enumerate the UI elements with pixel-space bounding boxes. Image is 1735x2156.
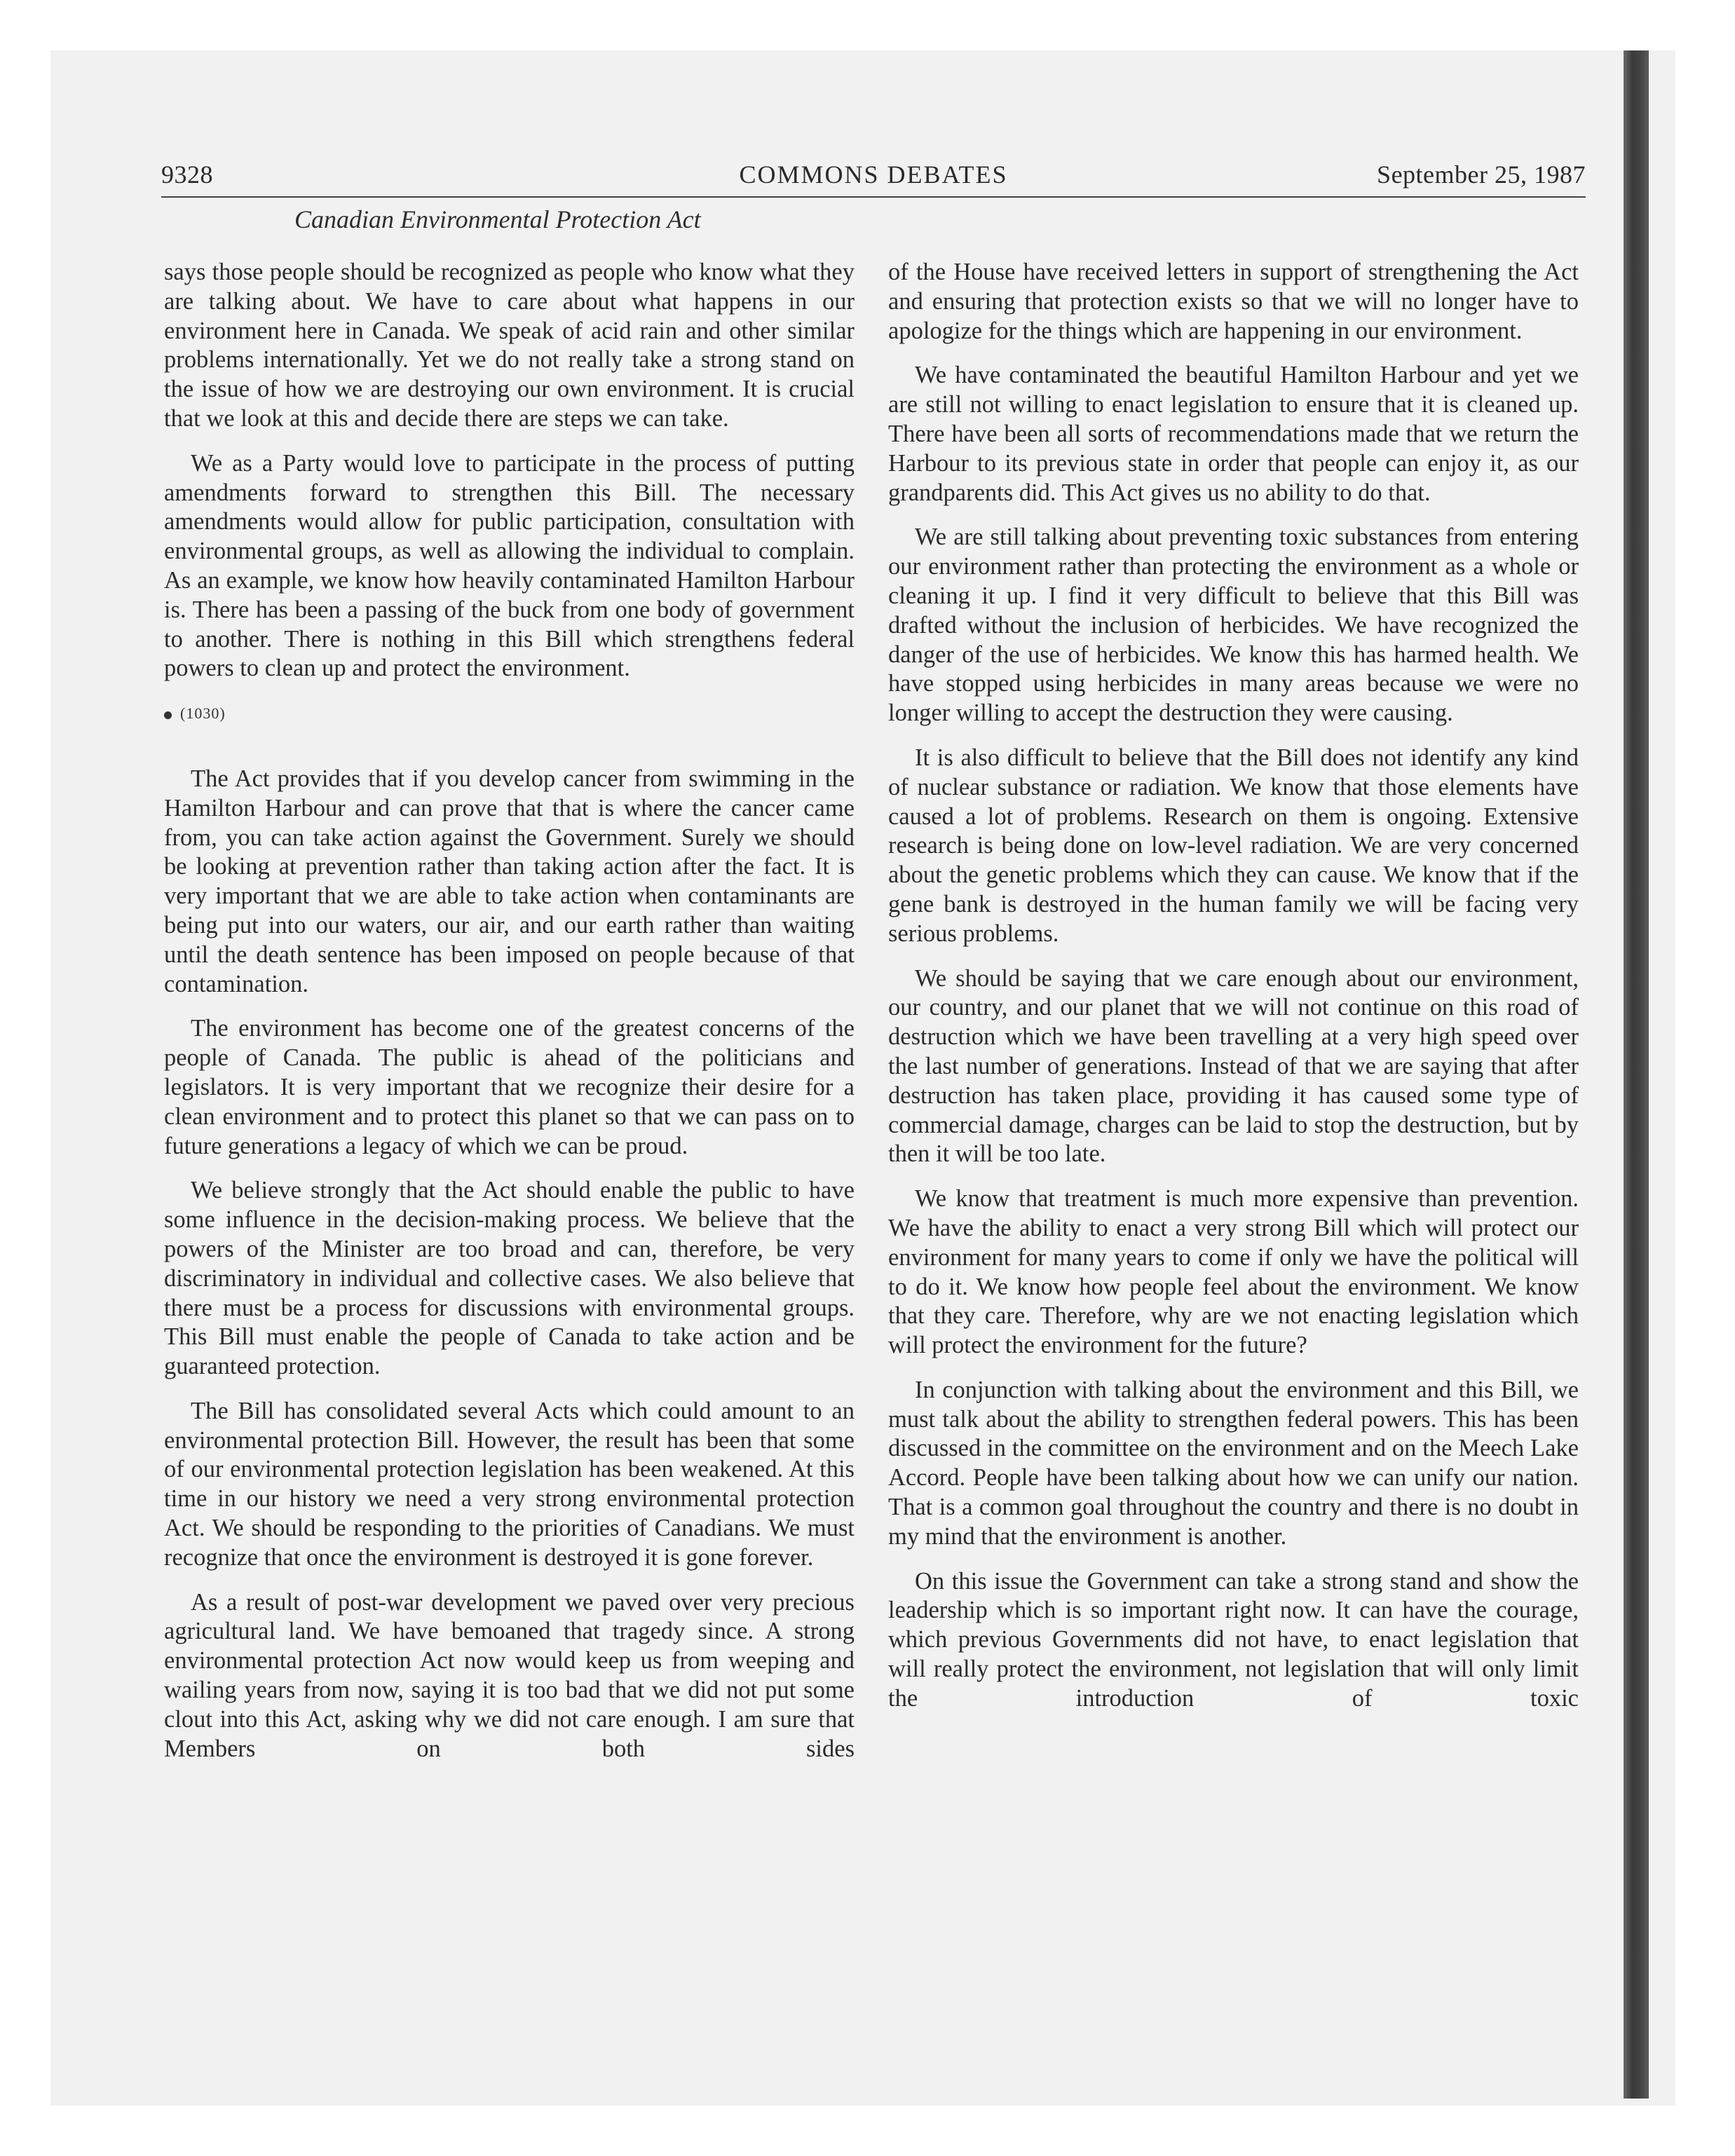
- publication-title: COMMONS DEBATES: [739, 161, 1008, 189]
- paragraph: The Act provides that if you develop cancer from swimming in the Hamilton Harbour and can prove that that is where the cancer came from, you can take action against the Government. Surely we should be looking at prevention rather than taking action after the fact. It is very important that we are able to take action when contaminants are being put into our waters, our air, and our earth rather than waiting until the death sentence has been imposed on people because of that contamination.: [164, 765, 855, 997]
- paragraph: In conjunction with talking about the environment and this Bill, we must talk about the ability to strengthen federal powers. This has been discussed in the committee on the environment and on the Meech Lake Accord. People have been talking about how we can unify our nation. That is a common goal throughout the country and there is no doubt in my mind that the environment is another.: [888, 1376, 1579, 1550]
- timestamp-marker: [164, 699, 855, 728]
- paragraph: The Bill has consolidated several Acts which could amount to an environmental protection Bill. However, the result has been that some of our environmental protection legislation has been weakened. At this time in our history we need a very strong environmental protection Act. We should be responding to the priorities of Canadians. We must recognize that once the environment is destroyed it is gone forever.: [164, 1397, 855, 1571]
- paragraph: We should be saying that we care enough about our environment, our country, and our planet that we will not continue on this road of destruction which we have been travelling at a very high speed over the last number of generations. Instead of that we are saying that after destruction has taken place, providing it has caused some type of commercial damage, charges can be laid to stop the destruction, but by then it will be too late.: [888, 964, 1579, 1168]
- section-subtitle: Canadian Environmental Protection Act: [294, 205, 701, 233]
- left-column: [164, 258, 855, 1763]
- paragraph: On this issue the Government can take a strong stand and show the leadership which is so important right now. It can have the courage, which previous Governments did not have, to enact legislation that will really protect the environment, not legislation that will only limit the introduction of toxic: [888, 1567, 1579, 1712]
- page-header: [161, 157, 1586, 198]
- paragraph: The environment has become one of the greatest concerns of the people of Canada. The public is ahead of the politicians and legislators. It is very important that we recognize their desire for a clean environment and to protect this planet so that we can pass on to future generations a legacy of which we can be proud.: [164, 1015, 855, 1159]
- paragraph: says those people should be recognized as people who know what they are talking about. We have to care about what happens in our environment here in Canada. We speak of acid rain and other similar problems internationally. Yet we do not really take a strong stand on the issue of how we are destroying our own environment. It is crucial that we look at this and decide there are steps we can take.: [164, 259, 855, 432]
- paragraph: We have contaminated the beautiful Hamilton Harbour and yet we are still not willing to enact legislation to ensure that it is cleaned up. There have been all sorts of recommendations made that we return the Harbour to its previous state in order that people can enjoy it, as our grandparents did. This Act gives us no ability to do that.: [888, 362, 1579, 506]
- bullet-icon: [164, 711, 172, 719]
- right-column: [888, 258, 1579, 1714]
- paragraph: We know that treatment is much more expensive than prevention. We have the ability to enact a very strong Bill which will protect our environment for many years to come if only we have the political will to do it. We know how people feel about the environment. We know that they care. Therefore, why are we not enacting legislation which will protect the environment for the future?: [888, 1185, 1579, 1359]
- paragraph: We as a Party would love to participate in the process of putting amendments forward to strengthen this Bill. The necessary amendments would allow for public participation, consultation with environmental groups, as well as allowing the individual to complain. As an example, we know how heavily contaminated Hamilton Harbour is. There has been a passing of the buck from one body of government to another. There is nothing in this Bill which strengthens federal powers to clean up and protect the environment.: [164, 449, 855, 682]
- paragraph: It is also difficult to believe that the Bill does not identify any kind of nuclear substance or radiation. We know that those elements have caused a lot of problems. Research on them is ongoing. Extensive research is being done on low-level radiation. We are very concerned about the genetic problems which they can cause. We know that if the gene bank is destroyed in the human family we will be facing very serious problems.: [888, 744, 1579, 947]
- paragraph: of the House have received letters in support of strengthening the Act and ensuring that protection exists so that we will no longer have to apologize for the things which are happening in our environment.: [888, 259, 1579, 344]
- paragraph: As a result of post-war development we paved over very precious agricultural land. We have bemoaned that tragedy since. A strong environmental protection Act now would keep us from weeping and wailing years from now, saying it is too bad that we did not put some clout into this Act, asking why we did not care enough. I am sure that Members on both sides: [164, 1588, 855, 1762]
- timestamp-text: (1030): [180, 704, 226, 723]
- publication-date: September 25, 1987: [1377, 161, 1586, 189]
- paragraph: We believe strongly that the Act should enable the public to have some influence in the decision-making process. We believe that the powers of the Minister are too broad and can, therefore, be very discriminatory in individual and collective cases. We also believe that there must be a process for discussions with environmental groups. This Bill must enable the people of Canada to take action and be guaranteed protection.: [164, 1177, 855, 1380]
- scanner-edge-shadow: [1624, 50, 1649, 2099]
- page-number: 9328: [161, 161, 213, 189]
- paragraph: We are still talking about preventing toxic substances from entering our environment rather than protecting the environment as a whole or cleaning it up. I find it very difficult to believe that this Bill was drafted without the inclusion of herbicides. We have recognized the danger of the use of herbicides. We know this has harmed health. We have stopped using herbicides in many areas because we were no longer willing to accept the destruction they were causing.: [888, 524, 1579, 727]
